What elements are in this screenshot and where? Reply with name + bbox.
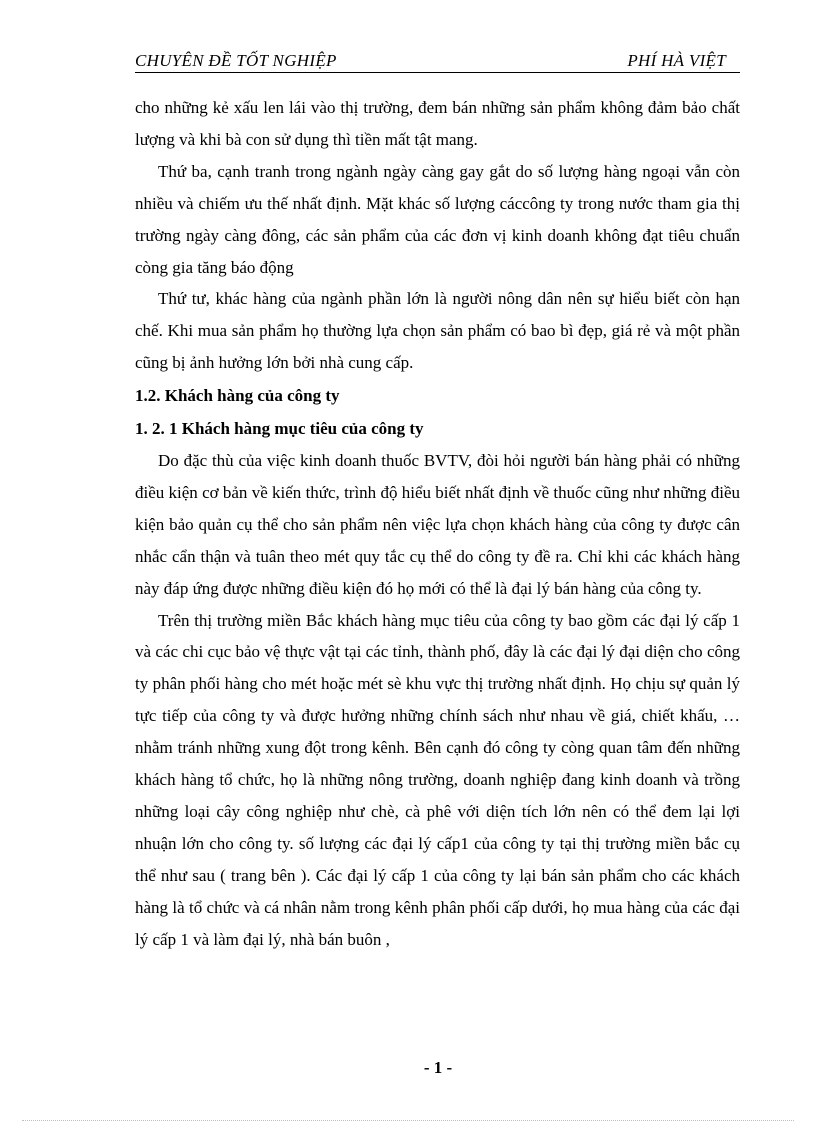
header-author: PHÍ HÀ VIỆT (627, 51, 726, 70)
header-title: CHUYÊN ĐỀ TỐT NGHIỆP (135, 51, 337, 70)
page-header (135, 48, 740, 73)
paragraph-continuation: cho những kẻ xấu len lái vào thị trường, đem bán những sản phẩm không đảm bảo chất lượng và khi bà con sử dụng thì tiền mất tật mang. (135, 98, 740, 149)
page-number: - 1 - (423, 1058, 453, 1077)
paragraph-third-point: Thứ ba, cạnh tranh trong ngành ngày càng gay gắt do số lượng hàng ngoại vẫn còn nhiều và chiếm ưu thế nhất định. Mặt khác số lượng cáccông ty trong nước tham gia thị trường ngày càng đông, các sản phẩm của các đơn vị kinh doanh không đạt tiêu chuẩn còng gia tăng báo động (135, 161, 740, 277)
page-bottom-border (22, 1120, 794, 1121)
paragraph-target-customers: Do đặc thù của việc kinh doanh thuốc BVTV, đòi hỏi người bán hàng phải có những điều kiện cơ bản về kiến thức, trình độ hiểu biết nhất định về thuốc cũng như những điều kiện bảo quản cụ thể cho sản phẩm nên việc lựa chọn khách hàng của công ty được cân nhắc cẩn thận và tuân theo mét quy tắc cụ thể do công ty đề ra. Chỉ khi các khách hàng này đáp ứng được những điều kiện đó họ mới có thể là đại lý bán hàng của công ty. (135, 450, 740, 598)
paragraph-fourth-point: Thứ tư, khác hàng của ngành phần lớn là người nông dân nên sự hiểu biết còn hạn chế. Khi mua sản phẩm họ thường lựa chọn sản phẩm có bao bì đẹp, giá rẻ và một phần cũng bị ảnh hưởng lớn bởi nhà cung cấp. (135, 289, 740, 373)
section-heading: 1.2. Khách hàng của công ty (135, 386, 340, 406)
document-body (135, 92, 740, 955)
paragraph-northern-market: Trên thị trường miền Bắc khách hàng mục tiêu của công ty bao gồm các đại lý cấp 1 và các chi cục bảo vệ thực vật tại các tỉnh, thành phố, đây là các đại lý đại diện cho công ty phân phối hàng cho mét hoặc mét sè khu vực thị trường nhất định. Họ chịu sự quản lý tực tiếp của công ty và được hưởng những chính sách như nhau về giá, chiết khấu, … nhằm tránh những xung đột trong kênh. Bên cạnh đó công ty còng quan tâm đến những khách hàng tổ chức, họ là những nông trường, doanh nghiệp đang kinh doanh và trồng những loại cây công nghiệp như chè, cà phê với diện tích lớn nên có thể đem lại lợi nhuận lớn cho công ty. số lượng các đại lý cấp1 của công ty tại thị trường miền bắc cụ thể như sau ( trang bên ). Các đại lý cấp 1 của công ty lại bán sản phẩm cho các khách hàng là tổ chức và cá nhân nằm trong kênh phân phối cấp dưới, họ mua hàng của các đại lý cấp 1 và làm đại lý, nhà bán buôn , (135, 610, 740, 949)
subsection-heading: 1. 2. 1 Khách hàng mục tiêu của công ty (135, 419, 424, 439)
